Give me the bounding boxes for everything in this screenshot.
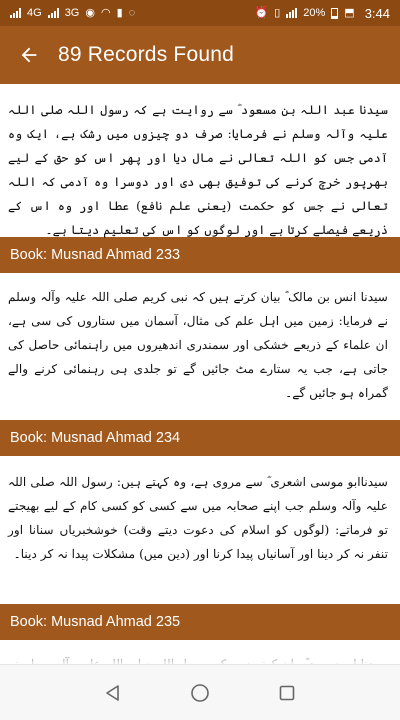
whatsapp-icon: ◌ (128, 6, 136, 19)
status-right (254, 6, 390, 21)
triangle-back-icon (104, 684, 122, 702)
circle-home-icon (190, 683, 210, 703)
record-text: سیدنا انس بن مالک ؓ بیان کرتے ہیں کہ نبی کریم صلی اللہ علیہ وآلہ وسلم نے فرمایا: زمین میں اہل علم کی مثال، آسمان میں ستاروں کی سی ہے، ان علماء کے ذریعے خشکی اور سمندری اندھیروں میں راہنمائی حاصل کی جاتی ہے، جب یہ ستارے مٹ جائیں گے تو جلدی ہی رہنمائی کرنے والے گمراہ ہو جائیں گے۔ (8, 290, 388, 400)
back-button[interactable] (0, 26, 58, 84)
nav-home-button[interactable] (180, 673, 220, 713)
page-title: 89 Records Found (58, 43, 234, 66)
arrow-left-icon (18, 44, 40, 66)
book-header: Book: Musnad Ahmad 234 (0, 420, 400, 456)
record-text: سیدناابو موسی اشعری ؓ سے مروی ہے، وہ کہتے ہیں: رسول اللہ صلی اللہ علیہ وآلہ وسلم جب اپنے صحابہ میں سے کسی کو کسی کام کے لیے بھیجتے تو فرماتے: (لوگوں کو اسلام کی دعوت دیتے وقت) خوشخبریاں سنانا اور تنفر نہ کر دینا اور آسانیاں پیدا کرنا اور (دین میں) مشکلات پیدا نہ کر دینا۔ (8, 475, 388, 561)
battery-percent: 20% (303, 7, 326, 19)
wifi-icon: ◠ (100, 6, 111, 19)
system-nav-bar (0, 664, 400, 720)
sim-icon: ▮ (116, 6, 123, 19)
network-type-label: 4G (27, 6, 42, 19)
records-list[interactable] (0, 84, 400, 664)
clock: 3:44 (364, 5, 390, 21)
vibrate-icon: ▯ (274, 6, 281, 19)
book-header: Book: Musnad Ahmad 235 (0, 604, 400, 640)
square-recents-icon (278, 684, 296, 702)
battery-icon (331, 8, 338, 19)
alarm-icon: ⏰ (254, 6, 269, 19)
eye-icon: ◉ (85, 6, 95, 19)
network-type-label-2: 3G (64, 6, 80, 19)
nav-recents-button[interactable] (267, 673, 307, 713)
download-icon: ⬒ (344, 6, 355, 19)
app-bar (0, 26, 400, 84)
book-header: Book: Musnad Ahmad 233 (0, 237, 400, 273)
status-bar (0, 0, 400, 26)
signal-icon (10, 8, 21, 18)
record-text: سیدنا عبد اللہ بن مسعود ؓ سے روایت ہے کہ رسول اللہ صلی اللہ علیہ وآلہ وسلم نے فرمایا: صرف دو چیزوں میں رشک ہے، ایک وہ آدمی جس کو اللہ تعالی نے مال دیا اور پھر اس کو حق کے لیے بھرپور خرچ کرنے کی توفیق بھی دی اور دوسرا وہ آدمی کہ اللہ تعالی نے جس کو حکمت (یعنی علم نافع) عطا اور وہ اس کے ذریعے فیصلے کرتا ہے اور لوگوں کو اس کی تعلیم دیتا ہے۔ (8, 103, 388, 237)
signal-icon-2 (48, 8, 59, 18)
nav-back-button[interactable] (93, 673, 133, 713)
scroll-fade (0, 646, 400, 664)
cell-signal-icon (286, 8, 297, 18)
status-left (10, 8, 135, 19)
